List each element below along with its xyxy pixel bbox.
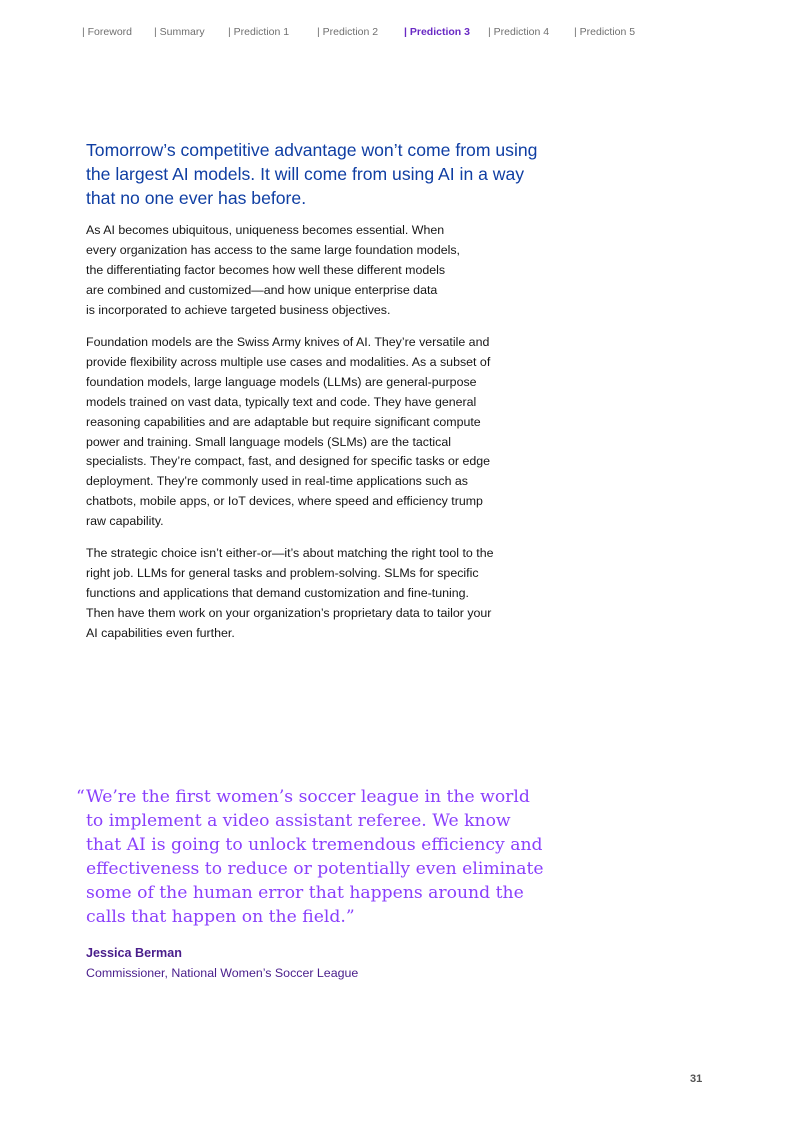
text-line: models trained on vast data, typically text and code. They have general — [86, 394, 477, 409]
text-line: raw capability. — [86, 514, 164, 529]
text-line: reasoning capabilities and are adaptable but require significant compute — [86, 414, 481, 429]
quote-author-name: Jessica Berman — [86, 946, 182, 960]
quote-line: effectiveness to reduce or potentially even eliminate — [86, 858, 544, 879]
nav-item-prediction-1[interactable]: | Prediction 1 — [228, 26, 290, 38]
text-line: Then have them work on your organization’s proprietary data to tailor your — [86, 605, 492, 620]
quote-line: calls that happen on the field.” — [86, 906, 355, 927]
open-quote-mark: “ — [76, 787, 85, 807]
text-line: deployment. They’re commonly used in real-time applications such as — [86, 474, 468, 489]
quote-line: some of the human error that happens around the — [86, 882, 524, 903]
nav-item-prediction-4[interactable]: | Prediction 4 — [488, 26, 550, 38]
text-line: foundation models, large language models (LLMs) are general-purpose — [86, 374, 477, 389]
quote-line: to implement a video assistant referee. We know — [86, 810, 511, 831]
nav-item-summary[interactable]: | Summary — [154, 26, 205, 38]
text-line: power and training. Small language models (SLMs) are the tactical — [86, 434, 452, 449]
quote-author-title: Commissioner, National Women’s Soccer League — [86, 966, 359, 980]
nav-item-prediction-3[interactable]: | Prediction 3 — [404, 26, 470, 38]
nav-item-prediction-5[interactable]: | Prediction 5 — [574, 26, 636, 38]
lead-statement — [86, 138, 546, 210]
text-line: As AI becomes ubiquitous, uniqueness becomes essential. When — [86, 223, 445, 237]
text-line: are combined and customized—and how unique enterprise data — [86, 282, 438, 297]
quote-line: We’re the first women’s soccer league in the world — [86, 787, 530, 807]
text-line: chatbots, mobile apps, or IoT devices, where speed and efficiency trump — [86, 494, 483, 509]
body-paragraph-1 — [86, 221, 536, 321]
body-paragraph-2 — [86, 333, 536, 532]
text-line: right job. LLMs for general tasks and problem-solving. SLMs for specific — [86, 565, 479, 580]
section-nav — [82, 26, 722, 40]
text-line: Foundation models are the Swiss Army knives of AI. They’re versatile and — [86, 335, 490, 349]
text-line: is incorporated to achieve targeted business objectives. — [86, 302, 391, 317]
text-line: every organization has access to the same large foundation models, — [86, 242, 461, 257]
text-line: functions and applications that demand customization and fine-tuning. — [86, 585, 469, 600]
text-line: provide flexibility across multiple use cases and modalities. As a subset of — [86, 354, 491, 369]
text-line: specialists. They’re compact, fast, and designed for specific tasks or edge — [86, 454, 491, 469]
lead-line: Tomorrow’s competitive advantage won’t come from using — [86, 140, 538, 160]
text-line: The strategic choice isn’t either-or—it’s about matching the right tool to the — [86, 546, 494, 560]
text-line: the differentiating factor becomes how well these different models — [86, 262, 446, 277]
nav-item-foreword[interactable]: | Foreword — [82, 26, 132, 38]
text-line: AI capabilities even further. — [86, 625, 235, 640]
lead-line: that no one ever has before. — [86, 188, 307, 208]
page-number: 31 — [690, 1073, 703, 1085]
body-paragraph-3 — [86, 544, 536, 644]
lead-line: the largest AI models. It will come from using AI in a way — [86, 164, 525, 184]
pull-quote — [76, 786, 546, 929]
quote-line: that AI is going to unlock tremendous efficiency and — [86, 834, 543, 855]
nav-item-prediction-2[interactable]: | Prediction 2 — [317, 26, 379, 38]
